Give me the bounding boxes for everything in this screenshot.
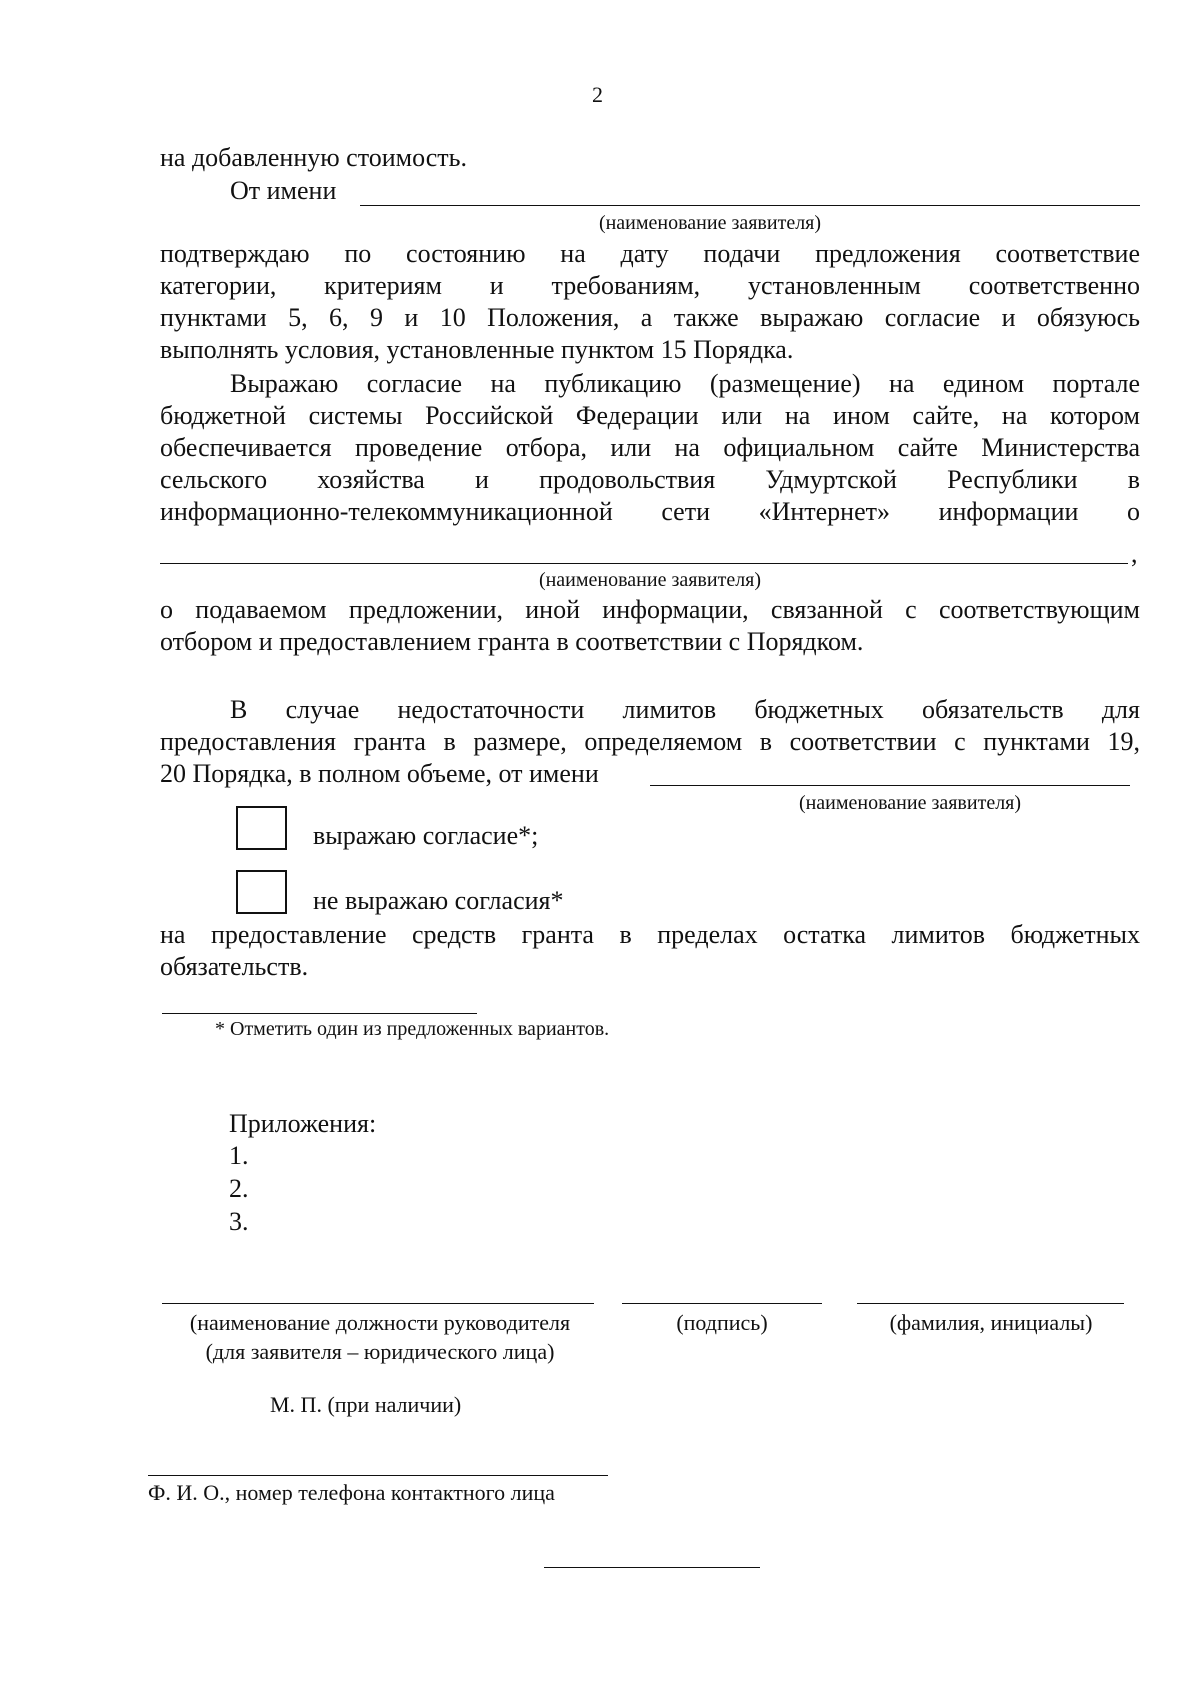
confirm-paragraph xyxy=(160,238,1140,366)
page-number: 2 xyxy=(592,82,603,107)
agree-option-label: выражаю согласие*; xyxy=(313,821,539,850)
publication-paragraph xyxy=(160,368,1140,528)
limits-line: 20 Порядка, в полном объеме, от имени xyxy=(160,759,599,788)
applicant-name-field-2[interactable] xyxy=(160,563,1128,564)
position-field[interactable] xyxy=(162,1303,594,1304)
name-caption: (фамилия, инициалы) xyxy=(889,1310,1093,1335)
name-field[interactable] xyxy=(857,1303,1124,1304)
confirm-line: пунктами 5, 6, 9 и 10 Положения, а также выражаю согласие и обязуюсь xyxy=(160,303,1140,332)
contact-caption: Ф. И. О., номер телефона контактного лица xyxy=(148,1480,555,1505)
position-caption-2: (для заявителя – юридического лица) xyxy=(205,1339,555,1364)
footnote: * Отметить один из предложенных вариантов. xyxy=(215,1018,610,1040)
limits-line: предоставления гранта в размере, определяемом в соответствии с пунктами 19, xyxy=(160,727,1140,756)
footnote-separator xyxy=(162,1013,477,1014)
position-caption: (наименование должности руководителя xyxy=(189,1310,571,1335)
signature-field[interactable] xyxy=(622,1303,822,1304)
attachment-item: 2. xyxy=(229,1174,249,1203)
end-separator xyxy=(544,1567,760,1568)
proposal-line: отбором и предоставлением гранта в соответствии с Порядком. xyxy=(160,627,864,656)
publication-line: сельского хозяйства и продовольствия Удмуртской Республики в xyxy=(160,465,1140,494)
proposal-paragraph xyxy=(160,594,1140,658)
publication-line: бюджетной системы Российской Федерации или на ином сайте, на котором xyxy=(160,401,1140,430)
funds-line: на предоставление средств гранта в пределах остатка лимитов бюджетных xyxy=(160,920,1140,949)
confirm-line: выполнять условия, установленные пунктом 15 Порядка. xyxy=(160,335,794,364)
applicant-caption: (наименование заявителя) xyxy=(598,212,822,234)
funds-line: обязательств. xyxy=(160,952,309,981)
contact-field[interactable] xyxy=(148,1475,608,1476)
agree-checkbox[interactable] xyxy=(236,806,287,850)
signature-caption: (подпись) xyxy=(676,1310,768,1335)
publication-line: Выражаю согласие на публикацию (размещение) на едином портале xyxy=(230,369,1140,398)
applicant-name-field-3[interactable] xyxy=(650,785,1130,786)
publication-line: информационно-телекоммуникационной сети «Интернет» информации о xyxy=(160,497,1140,526)
funds-paragraph xyxy=(160,919,1140,983)
attachments-title: Приложения: xyxy=(229,1109,377,1138)
applicant-caption-3: (наименование заявителя) xyxy=(798,792,1022,814)
publication-line: обеспечивается проведение отбора, или на официальном сайте Министерства xyxy=(160,433,1140,462)
applicant-caption-2: (наименование заявителя) xyxy=(538,569,762,591)
limits-paragraph xyxy=(160,694,1140,790)
disagree-option-label: не выражаю согласия* xyxy=(313,886,564,915)
confirm-line: подтверждаю по состоянию на дату подачи предложения соответствие xyxy=(160,239,1140,268)
confirm-line: категории, критериям и требованиям, установленным соответственно xyxy=(160,271,1140,300)
comma: , xyxy=(1131,539,1138,568)
attachment-item: 1. xyxy=(229,1141,249,1170)
disagree-checkbox[interactable] xyxy=(236,870,287,914)
applicant-name-field[interactable] xyxy=(360,205,1140,206)
stamp-caption: М. П. (при наличии) xyxy=(270,1392,462,1417)
limits-line: В случае недостаточности лимитов бюджетных обязательств для xyxy=(230,695,1140,724)
proposal-line: о подаваемом предложении, иной информации, связанной с соответствующим xyxy=(160,595,1140,624)
attachment-item: 3. xyxy=(229,1207,249,1236)
on-behalf-label: От имени xyxy=(230,176,337,205)
continuation-text: на добавленную стоимость. xyxy=(160,143,467,172)
